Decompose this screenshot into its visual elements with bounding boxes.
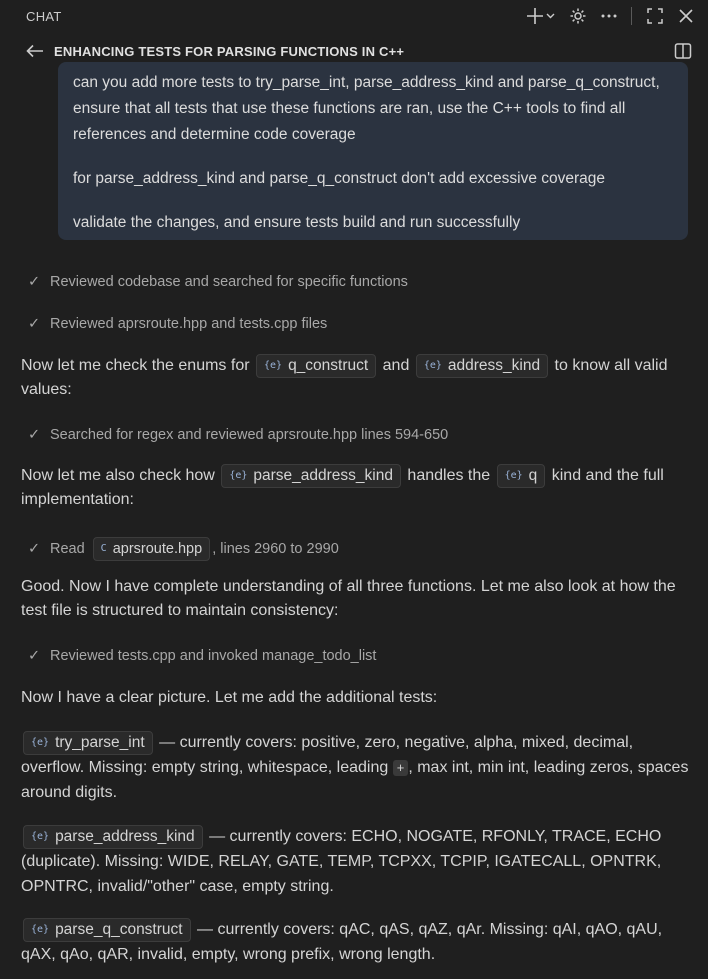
check-icon: ✓: [28, 274, 41, 290]
maximize-icon: [646, 7, 664, 25]
progress-step[interactable]: [28, 316, 327, 332]
assistant-message: [21, 354, 690, 402]
message-text: kind and the full implementation:: [21, 467, 664, 509]
symbol-chip[interactable]: [416, 354, 548, 378]
panel-toggle-icon: [674, 42, 692, 60]
request-paragraph: validate the changes, and ensure tests build and run successfully: [73, 214, 521, 231]
symbol-chip[interactable]: [23, 918, 191, 942]
more-actions-button[interactable]: [601, 13, 617, 19]
new-chat-button[interactable]: [527, 7, 555, 25]
progress-step[interactable]: [28, 427, 448, 443]
check-icon: ✓: [28, 648, 41, 664]
assistant-message: Now I have a clear picture. Let me add the additional tests:: [21, 689, 438, 706]
step-label: Read: [50, 541, 85, 557]
close-icon: [678, 8, 694, 24]
message-text: — currently covers: ECHO, NOGATE, RFONLY, TRACE, ECHO (duplicate). Missing: WIDE, RELAY, GATE, TEMP, TCPXX, TCPIP, IGATECALL, OPNTRK, OPNTRC, invalid/"other" case, empty string.: [21, 828, 662, 895]
request-paragraph: for parse_address_kind and parse_q_construct don't add excessive coverage: [73, 170, 606, 187]
symbol-icon: {e}: [423, 360, 442, 371]
message-text: , max int, min int, leading zeros, spaces around digits.: [21, 759, 689, 801]
progress-step[interactable]: [28, 274, 408, 290]
check-icon: ✓: [28, 541, 41, 557]
symbol-icon: {e}: [229, 470, 248, 481]
arrow-left-icon: [26, 44, 44, 58]
panel-titlebar: [0, 0, 708, 32]
cpp-file-icon: C: [100, 543, 107, 554]
chip-label: parse_q_construct: [55, 920, 183, 938]
step-label: Searched for regex and reviewed aprsroute.hpp lines 594-650: [50, 427, 449, 443]
chip-label: try_parse_int: [55, 733, 145, 751]
step-label: Reviewed aprsroute.hpp and tests.cpp files: [50, 316, 328, 332]
chip-label: address_kind: [447, 357, 541, 374]
plus-icon: [527, 7, 555, 25]
back-button[interactable]: [26, 44, 44, 58]
chip-label: aprsroute.hpp: [112, 541, 203, 557]
step-label: Reviewed tests.cpp and invoked manage_todo_list: [50, 648, 377, 664]
test-plan-item: [21, 824, 690, 899]
inline-code: +: [393, 760, 409, 776]
assistant-message: [21, 464, 690, 512]
message-text: — currently covers: positive, zero, negative, alpha, mixed, decimal, overflow. Missing: empty string, whitespace, leading: [21, 734, 634, 776]
close-button[interactable]: [678, 8, 694, 24]
step-label: , lines 2960 to 2990: [212, 541, 339, 557]
test-plan-item: [21, 917, 690, 967]
symbol-icon: {e}: [31, 736, 50, 748]
gear-icon: [569, 7, 587, 25]
message-text: to know all valid values:: [21, 357, 668, 399]
chip-label: parse_address_kind: [253, 467, 393, 484]
message-text: Now let me check the enums for: [21, 357, 250, 375]
symbol-icon: {e}: [31, 830, 50, 842]
symbol-icon: {e}: [264, 360, 283, 371]
progress-step[interactable]: [28, 537, 339, 561]
chip-label: q: [528, 467, 538, 484]
panel-title: CHAT: [26, 8, 62, 24]
test-plan-item: [21, 730, 690, 805]
message-text: — currently covers: qAC, qAS, qAZ, qAr. Missing: qAI, qAO, qAU, qAX, qAo, qAR, invalid, empty, wrong prefix, wrong length.: [21, 921, 663, 963]
chip-label: parse_address_kind: [55, 827, 195, 845]
symbol-icon: {e}: [31, 923, 50, 935]
symbol-chip[interactable]: [256, 354, 376, 378]
chip-label: q_construct: [288, 357, 369, 374]
symbol-chip[interactable]: [497, 464, 546, 488]
message-text: and: [382, 357, 410, 375]
maximize-button[interactable]: [646, 7, 664, 25]
titlebar-actions: [527, 7, 694, 25]
check-icon: ✓: [28, 316, 41, 332]
symbol-chip[interactable]: [221, 464, 401, 488]
symbol-chip[interactable]: [23, 731, 153, 755]
request-paragraph: can you add more tests to try_parse_int, parse_address_kind and parse_q_construct, ensure that all tests that use these functions are ran, use the C++ tools to find all references and determine code coverage: [73, 74, 660, 143]
symbol-icon: {e}: [504, 470, 523, 481]
check-icon: ✓: [28, 427, 41, 443]
user-request-message: [58, 62, 688, 240]
session-title: ENHANCING TESTS FOR PARSING FUNCTIONS IN C++: [54, 43, 405, 59]
file-chip[interactable]: [93, 537, 211, 561]
message-text: Now let me also check how: [21, 467, 215, 485]
settings-button[interactable]: [569, 7, 587, 25]
assistant-message: Good. Now I have complete understanding of all three functions. Let me also look at how the test file is structured to maintain consistency:: [21, 578, 676, 619]
titlebar-separator: [631, 7, 632, 25]
progress-step[interactable]: [28, 648, 376, 664]
toggle-panel-button[interactable]: [674, 42, 692, 60]
ellipsis-icon: [601, 13, 617, 19]
message-text: handles the: [407, 467, 491, 485]
step-label: Reviewed codebase and searched for specific functions: [50, 274, 408, 290]
symbol-chip[interactable]: [23, 825, 203, 849]
